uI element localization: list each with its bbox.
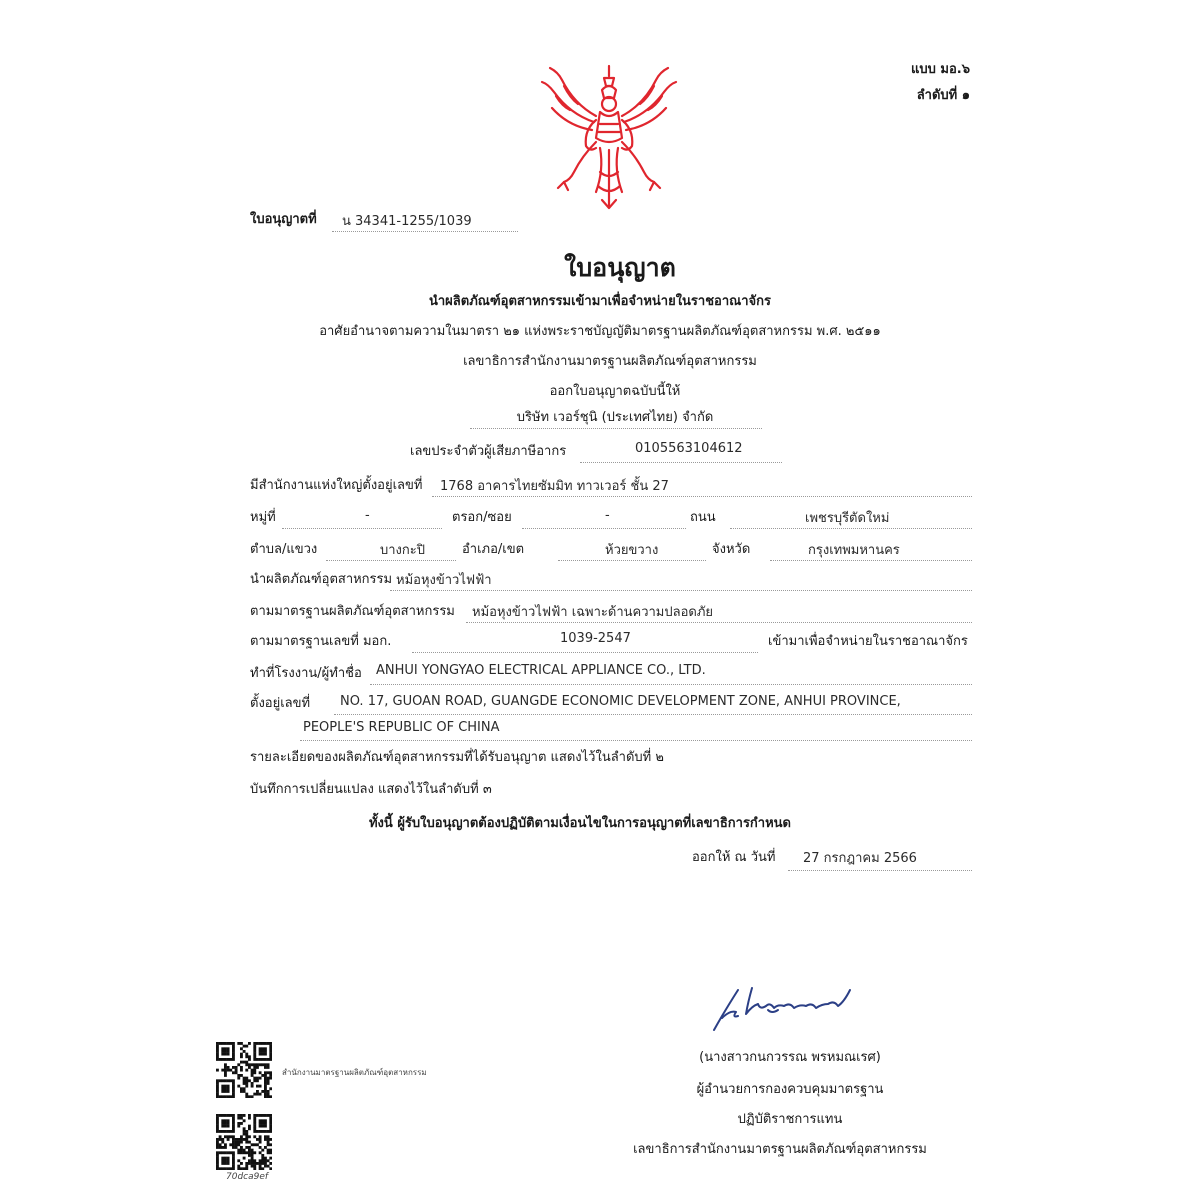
qr-code-icon (216, 1042, 272, 1098)
moo-label: หมู่ที่ (250, 510, 276, 525)
license-number-value: น 34341-1255/1039 (342, 214, 472, 229)
signatory-name: (นางสาวกนกวรรณ พรหมณเรศ) (699, 1050, 881, 1065)
qr-code-text: 70dca9ef (226, 1172, 269, 1182)
soi-label: ตรอก/ซอย (452, 510, 512, 525)
changes-line: บันทึกการเปลี่ยนแปลง แสดงไว้ในลำดับที่ ๓ (250, 782, 492, 797)
road-label: ถนน (690, 510, 716, 525)
signatory-position: ผู้อำนวยการกองควบคุมมาตรฐาน (696, 1082, 884, 1097)
factory-value: ANHUI YONGYAO ELECTRICAL APPLIANCE CO., LTD. (376, 663, 706, 678)
signatory-acting: ปฏิบัติราชการแทน (737, 1112, 843, 1127)
condition-line: ทั้งนี้ ผู้รับใบอนุญาตต้องปฏิบัติตามเงื่อนไขในการอนุญาตที่เลขาธิการกำหนด (368, 816, 791, 831)
tax-id-label: เลขประจำตัวผู้เสียภาษีอากร (410, 444, 567, 459)
signature-image (708, 982, 858, 1034)
province-value: กรุงเทพมหานคร (808, 543, 900, 558)
amphoe-label: อำเภอ/เขต (462, 542, 525, 557)
tax-id-value: 0105563104612 (635, 441, 743, 456)
company-name: บริษัท เวอร์ชุนิ (ประเทศไทย) จำกัด (516, 410, 714, 425)
moo-value: - (365, 508, 370, 523)
issue-line: ออกใบอนุญาตฉบับนี้ให้ (549, 384, 681, 399)
issued-date: 27 กรกฎาคม 2566 (803, 851, 917, 866)
product-value: หม้อหุงข้าวไฟฟ้า (396, 573, 492, 588)
document-title: ใบอนุญาต (564, 253, 676, 282)
details-line: รายละเอียดของผลิตภัณฑ์อุตสาหกรรมที่ได้รับอนุญาต แสดงไว้ในลำดับที่ ๒ (250, 750, 664, 765)
secretary-line: เลขาธิการสำนักงานมาตรฐานผลิตภัณฑ์อุตสาหกรรม (463, 354, 757, 369)
qr-code-icon (216, 1114, 272, 1170)
form-code: แบบ มอ.๖ (911, 62, 970, 77)
document-subtitle: นำผลิตภัณฑ์อุตสาหกรรมเข้ามาเพื่อจำหน่ายในราชอาณาจักร (429, 294, 771, 309)
garuda-emblem-icon (534, 60, 684, 212)
factory-label: ทำที่โรงงาน/ผู้ทำชื่อ (250, 666, 362, 681)
tambon-label: ตำบล/แขวง (250, 542, 318, 557)
hq-address-value: 1768 อาคารไทยซัมมิท ทาวเวอร์ ชั้น 27 (440, 479, 669, 494)
standard-value: หม้อหุงข้าวไฟฟ้า เฉพาะด้านความปลอดภัย (472, 605, 714, 620)
form-order: ลำดับที่ ๑ (916, 88, 970, 103)
location-label: ตั้งอยู่เลขที่ (250, 696, 311, 711)
soi-value: - (605, 508, 610, 523)
province-label: จังหวัด (712, 542, 751, 557)
amphoe-value: ห้วยขวาง (605, 543, 659, 558)
tambon-value: บางกะปิ (380, 543, 426, 558)
product-label: นำผลิตภัณฑ์อุตสาหกรรม (250, 572, 393, 587)
signatory-office: เลขาธิการสำนักงานมาตรฐานผลิตภัณฑ์อุตสาหกรรม (633, 1142, 927, 1157)
standard-number-value: 1039-2547 (560, 631, 631, 646)
issued-label: ออกให้ ณ วันที่ (692, 850, 776, 865)
standard-label: ตามมาตรฐานผลิตภัณฑ์อุตสาหกรรม (250, 604, 455, 619)
road-value: เพชรบุรีตัดใหม่ (805, 511, 890, 526)
location-line-2: PEOPLE'S REPUBLIC OF CHINA (303, 720, 500, 735)
qr-caption: สำนักงานมาตรฐานผลิตภัณฑ์อุตสาหกรรม (282, 1068, 427, 1077)
standard-number-label: ตามมาตรฐานเลขที่ มอก. (250, 634, 392, 649)
import-text: เข้ามาเพื่อจำหน่ายในราชอาณาจักร (768, 634, 968, 649)
license-number-label: ใบอนุญาตที่ (250, 212, 317, 227)
location-line-1: NO. 17, GUOAN ROAD, GUANGDE ECONOMIC DEVELOPMENT ZONE, ANHUI PROVINCE, (340, 694, 901, 709)
hq-address-label: มีสำนักงานแห่งใหญ่ตั้งอยู่เลขที่ (250, 478, 423, 493)
authority-line: อาศัยอำนาจตามความในมาตรา ๒๑ แห่งพระราชบัญญัติมาตรฐานผลิตภัณฑ์อุตสาหกรรม พ.ศ. ๒๕๑๑ (319, 324, 881, 339)
